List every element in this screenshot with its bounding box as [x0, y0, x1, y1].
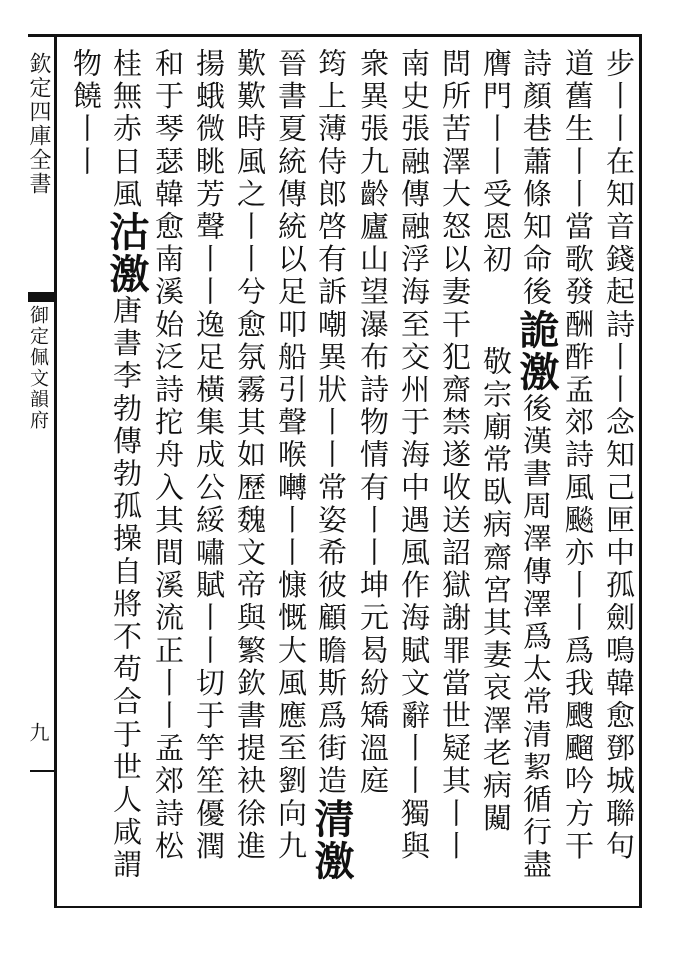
text-column-13: [103, 48, 150, 906]
column-text: 詩顏巷蕭條知命後: [519, 48, 553, 309]
text-column-3: [513, 48, 560, 906]
text-column-9: [270, 48, 311, 906]
text-column-7: [352, 48, 393, 906]
column-text: 揚蛾微眺芳聲丨丨逸足橫集成公綏嘯賦丨丨切于竽笙優潤: [192, 48, 226, 863]
frame-right-border: [639, 34, 642, 908]
text-column-11: [188, 48, 229, 906]
column-text: 步丨丨在知音錢起詩丨丨念知己匣中孤劍鳴韓愈鄧城聯句: [602, 48, 636, 863]
text-column-12: [147, 48, 188, 906]
margin-section-title: 御定佩文韻府: [27, 305, 49, 431]
column-text: 南史張融傳融浮海至交州于海中遇風作海賦文辭丨丨獨與: [397, 48, 431, 863]
column-text: 桂無赤日風: [109, 48, 143, 211]
text-column-10: [229, 48, 270, 906]
column-text: 晉書夏統傳統以足叩船引聲喉囀丨丨慷慨大風應至劉向九: [274, 48, 308, 863]
frame-left-border: [54, 34, 57, 908]
headword: 沽激: [103, 211, 150, 295]
column-text: 問所苦澤大怒以妻干犯齋禁遂收送詔獄謝罪當世疑其丨丨: [438, 48, 472, 863]
column-text: 歎歎時風之丨丨兮愈氛霧其如歷魏文帝與繁欽書提袂徐進: [233, 48, 267, 863]
text-column-1: [598, 48, 639, 906]
column-text: 唐書李勃傳勃孤操自將不苟合于世人咸謂: [109, 295, 143, 882]
text-column-14: [65, 48, 106, 906]
headword: 清激: [308, 797, 355, 882]
margin-fishtail-mark: [28, 292, 54, 302]
column-text: 筠上薄侍郎啓有訴嘲異狀丨丨常姿希彼顧瞻斯爲街造: [314, 48, 348, 798]
text-column-2: [557, 48, 598, 906]
text-column-4: [475, 48, 516, 906]
column-text: 敬宗廟常臥病齋宮其妻哀澤老病闚: [479, 346, 513, 836]
page-number-tick: [30, 770, 54, 772]
headword: 詭激: [513, 308, 560, 393]
column-text: 衆異張九齡廬山望瀑布詩物情有丨丨坤元曷紛矯溫庭: [356, 48, 390, 798]
margin-book-title: 欽定四庫全書: [26, 52, 51, 196]
frame-top-border: [28, 34, 642, 37]
column-text: 膺門丨丨受恩初: [479, 48, 513, 277]
column-text: 物饒丨丨: [69, 48, 103, 179]
page-number: 九: [26, 722, 50, 742]
text-column-8: [308, 48, 355, 906]
text-column-6: [393, 48, 434, 906]
column-text: 和于琴瑟韓愈南溪始泛詩拕舟入其間溪流正丨丨孟郊詩松: [151, 48, 185, 863]
column-text: 後漢書周澤傳澤爲太常清絜循行盡: [519, 392, 553, 882]
column-text: 道舊生丨丨當歌發酬酢孟郊詩風飈亦丨丨爲我颼飀吟方干: [561, 48, 595, 863]
text-column-5: [434, 48, 475, 906]
frame-bottom-border: [54, 906, 642, 908]
